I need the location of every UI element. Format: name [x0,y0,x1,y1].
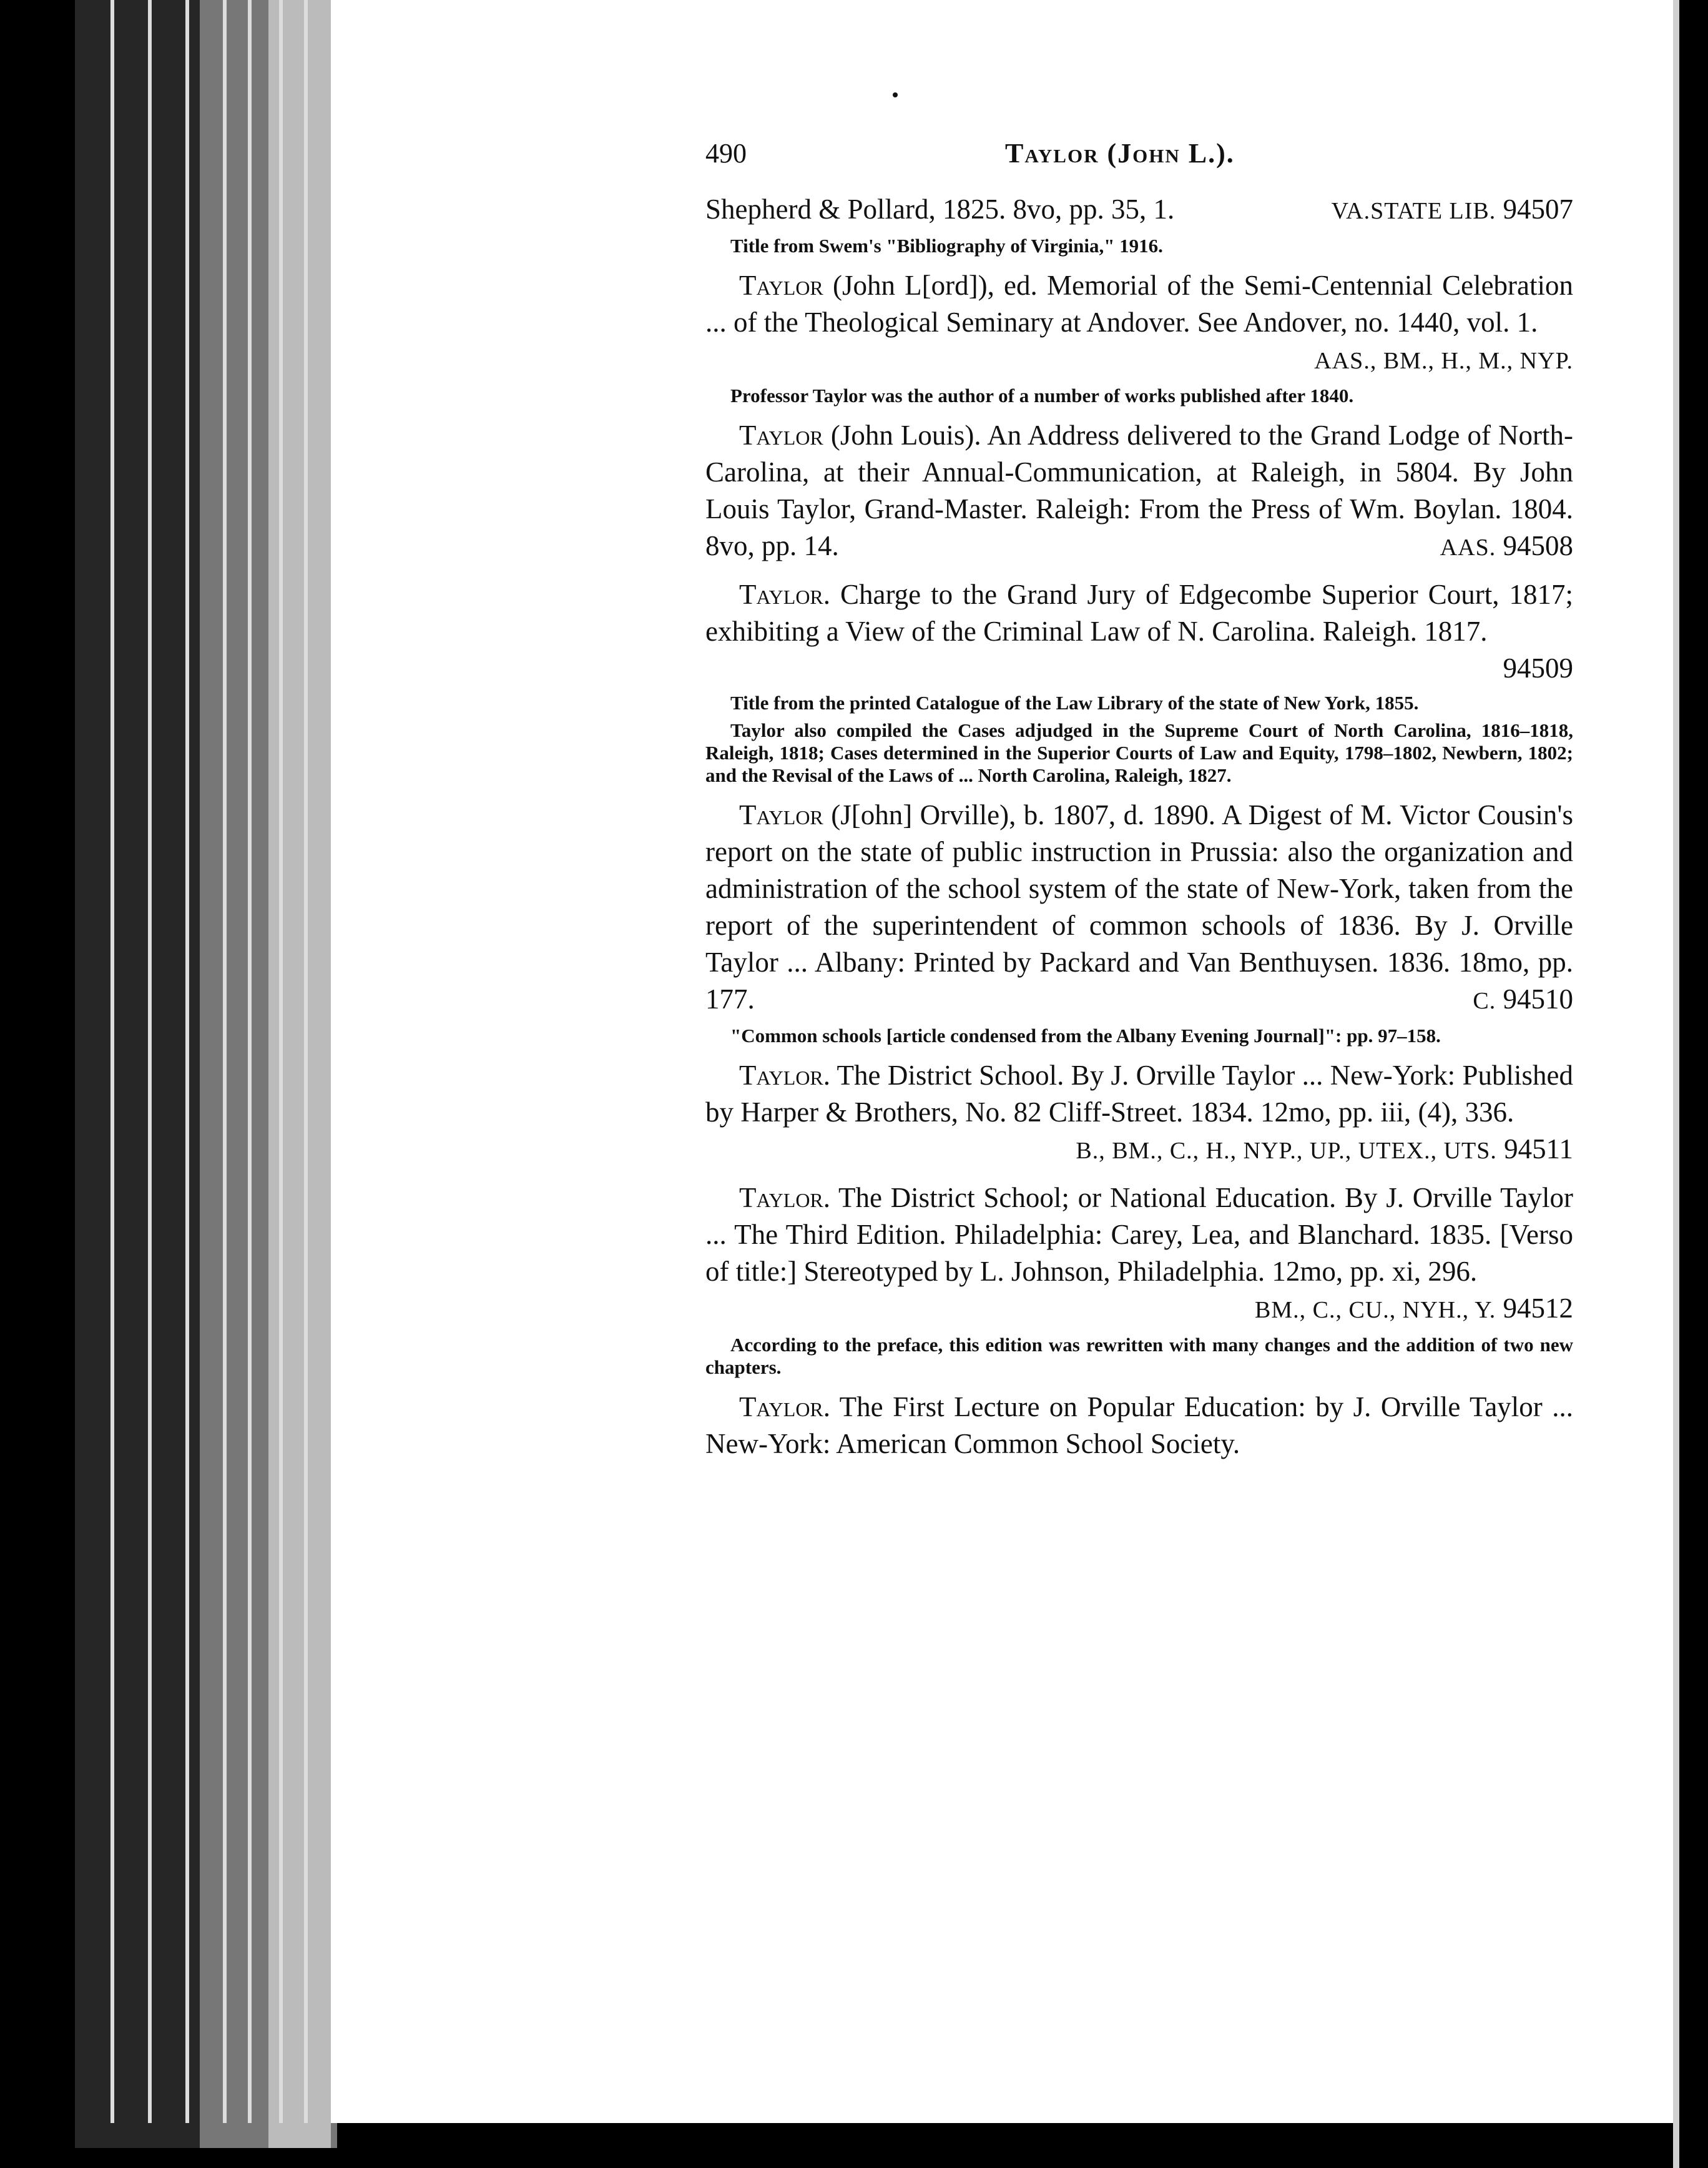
entry-heading-name: Taylor [739,799,823,830]
entry-heading-name: Taylor. [739,1391,831,1422]
entry-text [705,576,1573,684]
entry-text [705,1057,1574,1165]
entry-locations-number [1470,650,1574,687]
entry-text [705,1180,1573,1324]
entry-heading-name: Taylor [739,420,823,451]
entry-title: (John Louis). An Address delivered to the Grand Lodge of North-Carolina, at their Annual-Communication, at Raleigh, in 5804. By John Louis Taylor, Grand-Master. Raleigh: From the Press of Wm. Boylan. 1804. 8vo, pp. 14. [705,420,1574,561]
bibliography-page [705,137,1573,1462]
entry-note: According to the preface, this edition was rewritten with many changes and the addition of two new chapters. [705,1334,1573,1378]
library-locations: BM., C., CU., NYH., Y. [1255,1297,1496,1323]
speck [893,92,898,97]
entry-heading-name: Taylor. [739,1060,831,1091]
entry-text [705,797,1573,1018]
entry-title: (J[ohn] Orville), b. 1807, d. 1890. A Digest of M. Victor Cousin's report on the state of public instruction in Prussia: also the organization and administration of the school system of the state of New-York, taken from the report of the superintendent of common schools of 1836. By J. Orville Taylor ... Albany: Printed by Packard and Van Benthuysen. 1836. 18mo, pp. 177. [705,799,1574,1015]
entry-title: Charge to the Grand Jury of Edgecombe Superior Court, 1817; exhibiting a View of the Criminal Law of N. Carolina. Raleigh. 1817. [705,579,1573,647]
entry-title: The District School. By J. Orville Taylor ... New-York: Published by Harper & Brothers, No. 82 Cliff-Street. 1834. 12mo, pp. iii, (4), 336. [705,1060,1574,1128]
bibliography-entry [705,797,1573,1047]
bibliography-entry [705,191,1573,257]
entry-heading-name: Taylor [739,270,823,301]
entry-text [705,191,1573,228]
entry-title: The District School; or National Education. By J. Orville Taylor ... The Third Edition. Philadelphia: Carey, Lea, and Blanchard. 1835. [Verso of title:] Stereotyped by L. Johnson, Philadelphia. 12mo, pp. xi, 296. [705,1182,1573,1287]
entry-title: The First Lecture on Popular Education: by J. Orville Taylor ... New-York: American Common School Society. [705,1391,1573,1459]
library-locations: AAS. [1440,535,1496,561]
entry-locations-number [1042,1131,1573,1170]
entry-heading-name: Taylor. [739,579,831,610]
entry-note: Title from the printed Catalogue of the Law Library of the state of New York, 1855. [730,692,1419,714]
bibliography-entry [705,1389,1573,1462]
entry-text [705,267,1574,374]
entry-note: Title from Swem's "Bibliography of Virginia," 1916. [730,235,1163,257]
entry-note: "Common schools [article condensed from the Albany Evening Journal]": pp. 97–158. [730,1025,1441,1047]
bibliography-entry [705,1057,1573,1170]
entry-text [705,1389,1573,1462]
library-locations: AAS., BM., H., M., NYP. [1314,348,1573,374]
entry-number: 94509 [1503,653,1573,684]
entry-number: 94510 [1503,983,1573,1015]
entry-number: 94511 [1504,1133,1573,1165]
entry-note: Taylor also compiled the Cases adjudged in the Supreme Court of North Carolina, 1816–1818, Raleigh, 1818; Cases determined in the Superior Courts of Law and Equity, 1798–1802, Newbern, 1802; and the Revisal of the Laws of ... North Carolina, Raleigh, 1827. [705,719,1573,786]
bibliography-entry [705,417,1573,566]
page-header [705,137,1573,181]
entry-number: 94507 [1503,194,1573,225]
bibliography-entry [705,576,1573,787]
entry-locations-number [1439,981,1573,1020]
bibliography-entry [705,1180,1573,1379]
library-locations: VA.STATE LIB. [1331,198,1496,224]
entry-locations-number [1280,341,1573,380]
library-locations: C. [1473,988,1496,1014]
entry-text [705,417,1573,564]
entry-list [705,191,1573,1462]
entry-title: Shepherd & Pollard, 1825. 8vo, pp. 35, 1. [705,194,1175,225]
entry-heading-name: Taylor. [739,1182,831,1213]
page-edge-strip [1673,0,1679,2168]
entry-number: 94512 [1503,1293,1573,1324]
running-head: Taylor (John L.). [1005,138,1235,169]
page-number: 490 [705,138,747,169]
entry-locations-number [1221,1290,1573,1329]
bibliography-entry [705,267,1573,407]
entry-note: Professor Taylor was the author of a number of works published after 1840. [730,385,1354,406]
entry-locations-number [1332,191,1573,230]
library-locations: B., BM., C., H., NYP., UP., UTEX., UTS. [1076,1138,1497,1164]
entry-title: (John L[ord]), ed. Memorial of the Semi-Centennial Celebration ... of the Theological Seminary at Andover. See Andover, no. 1440, vol. 1. [705,270,1574,338]
entry-number: 94508 [1503,530,1573,561]
entry-locations-number [1406,528,1573,566]
